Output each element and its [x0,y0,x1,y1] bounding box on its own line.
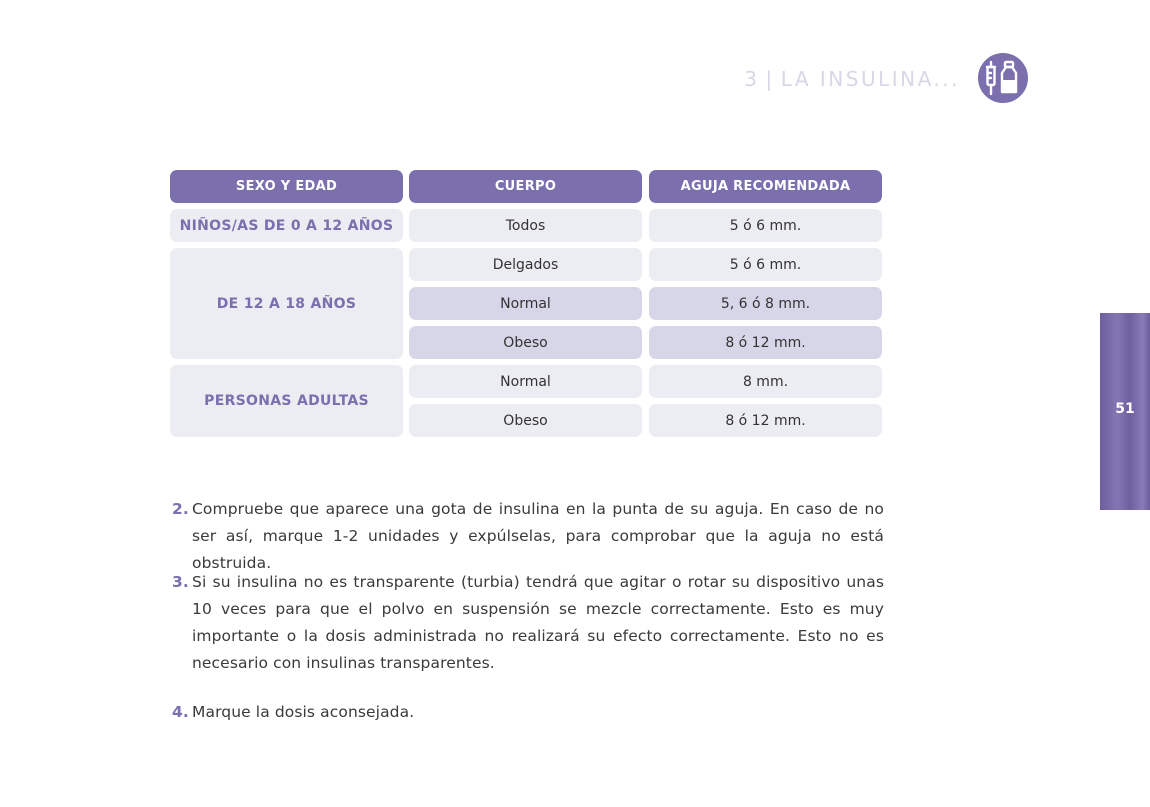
group-label: NIÑOS/AS DE 0 A 12 AÑOS [170,209,403,242]
step-number: 4. [172,703,189,721]
step-number: 3. [172,573,189,591]
needle-size-cell: 8 ó 12 mm. [649,404,882,437]
needle-size-cell: 8 ó 12 mm. [649,326,882,359]
body-type-cell: Todos [409,209,642,242]
step-text: Si su insulina no es transparente (turbia) tendrá que agitar o rotar su dispositivo unas 10 veces para que el polvo en suspensión se mezcle correctamente. Esto es muy importante o la dosis administrada no realizará su efecto correctamente. Esto no es necesario con insulinas transparentes. [192,573,884,672]
step-4 [172,699,884,726]
step-number: 2. [172,500,189,518]
page-number: 51 [1115,401,1135,417]
step-3 [172,569,884,677]
needle-size-cell: 5 ó 6 mm. [649,209,882,242]
chapter-separator: | [765,67,775,91]
body-type-cell: Obeso [409,404,642,437]
step-text: Marque la dosis aconsejada. [192,703,415,721]
body-type-cell: Delgados [409,248,642,281]
syringe-vial-icon [977,52,1029,104]
body-type-cell: Normal [409,365,642,398]
column-header: SEXO Y EDAD [170,170,403,203]
step-2 [172,496,884,577]
column-header: CUERPO [409,170,642,203]
group-label: PERSONAS ADULTAS [170,365,403,437]
chapter-heading [700,64,960,94]
column-header: AGUJA RECOMENDADA [649,170,882,203]
chapter-title: LA INSULINA... [780,67,960,91]
needle-size-cell: 5 ó 6 mm. [649,248,882,281]
group-label: DE 12 A 18 AÑOS [170,248,403,359]
page-tab [1100,313,1150,510]
needle-size-cell: 5, 6 ó 8 mm. [649,287,882,320]
chapter-number: 3 [744,67,760,91]
step-text: Compruebe que aparece una gota de insulina en la punta de su aguja. En caso de no ser así, marque 1-2 unidades y expúlselas, para comprobar que la aguja no está obstruida. [192,500,884,572]
body-type-cell: Normal [409,287,642,320]
body-type-cell: Obeso [409,326,642,359]
needle-size-cell: 8 mm. [649,365,882,398]
